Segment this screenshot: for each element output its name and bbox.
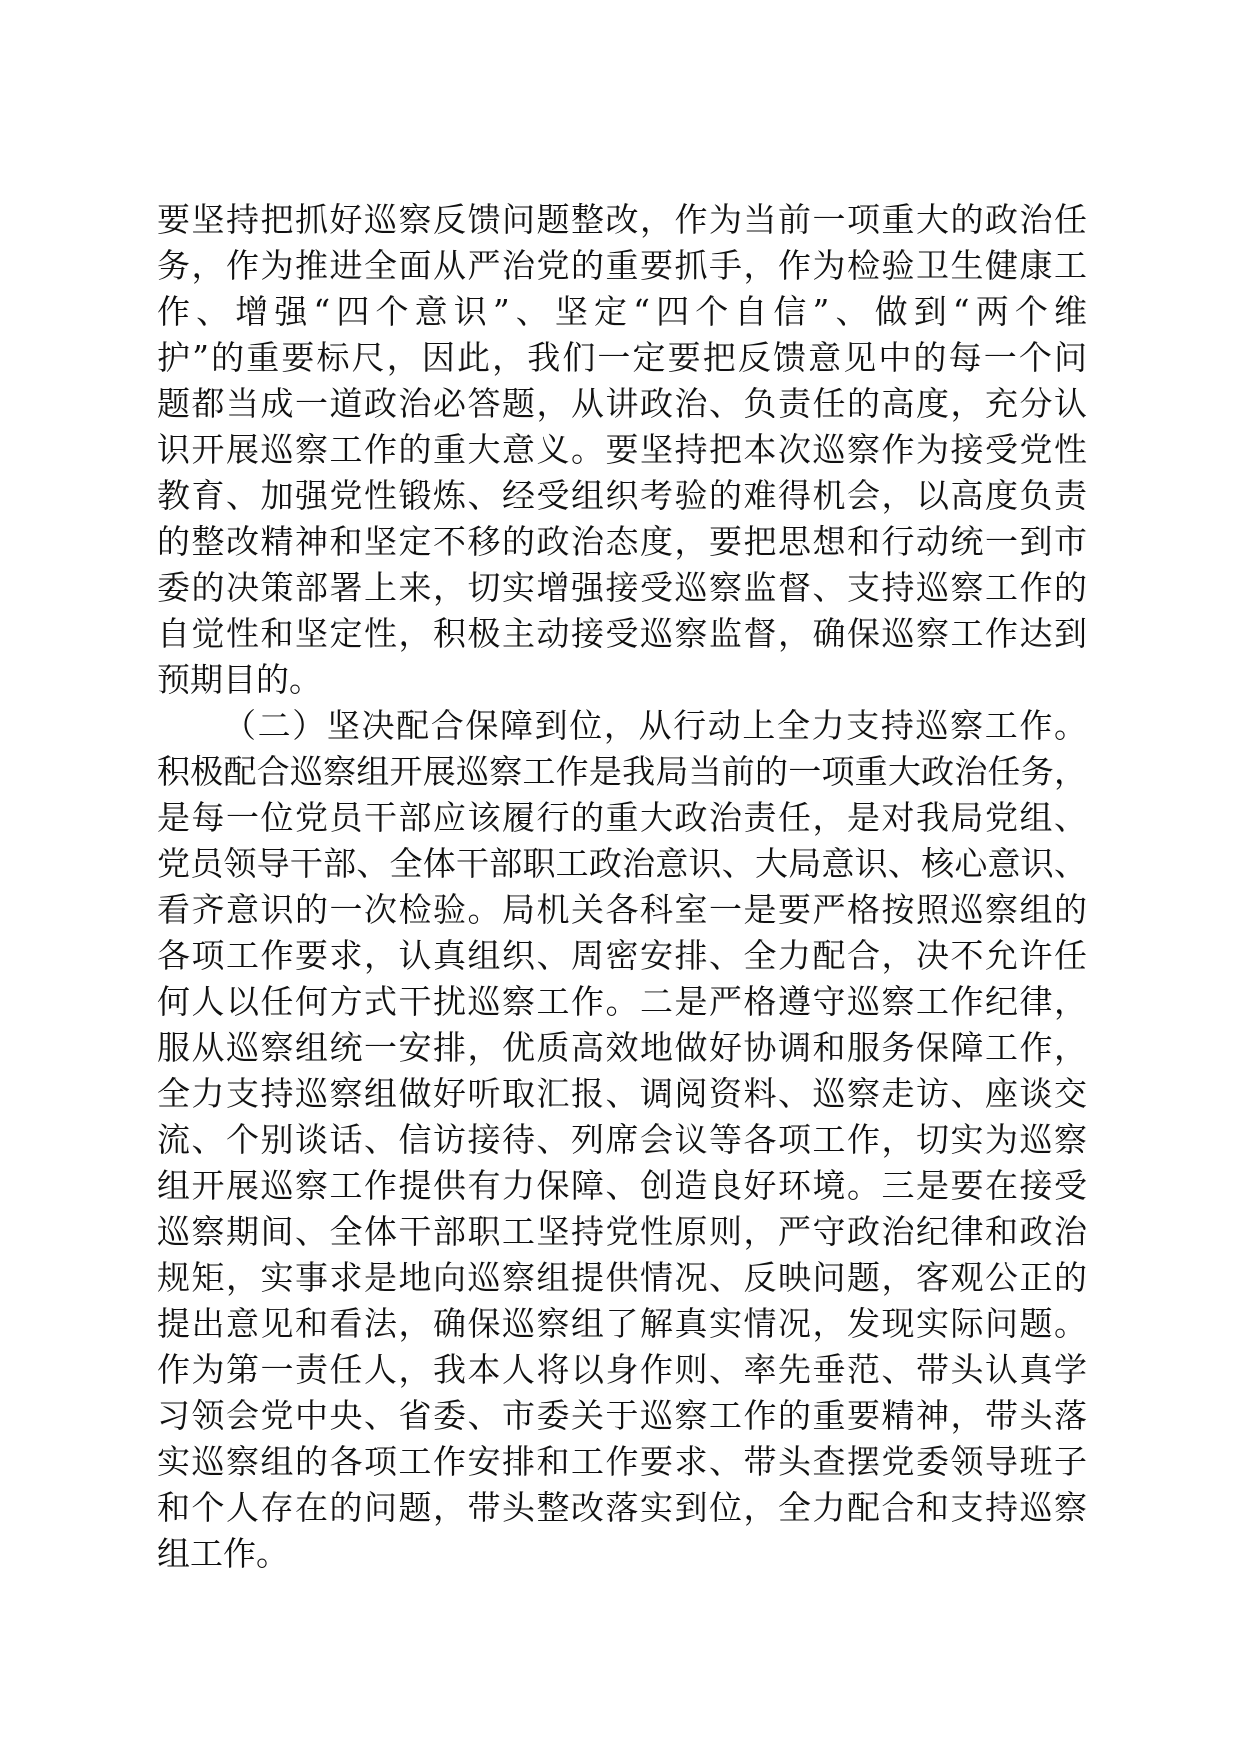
text-line: 习领会党中央、省委、市委关于巡察工作的重要精神，带头落 <box>157 1396 1087 1435</box>
text-line: 教育、加强党性锻炼、经受组织考验的难得机会，以高度负责 <box>157 476 1087 515</box>
text-line: 组工作。 <box>157 1534 289 1573</box>
text-line: 务，作为推进全面从严治党的重要抓手，作为检验卫生健康工 <box>157 246 1087 285</box>
text-line: 是每一位党员干部应该履行的重大政治责任，是对我局党组、 <box>157 798 1087 837</box>
text-line: 作为第一责任人，我本人将以身作则、率先垂范、带头认真学 <box>157 1350 1087 1389</box>
text-line: 组开展巡察工作提供有力保障、创造良好环境。三是要在接受 <box>157 1166 1087 1205</box>
text-line: 积极配合巡察组开展巡察工作是我局当前的一项重大政治任务， <box>157 752 1087 791</box>
text-line: 规矩，实事求是地向巡察组提供情况、反映问题，客观公正的 <box>157 1258 1087 1297</box>
text-line: 要坚持把抓好巡察反馈问题整改，作为当前一项重大的政治任 <box>157 200 1087 239</box>
text-line: 预期目的。 <box>157 660 322 699</box>
text-line: 的整改精神和坚定不移的政治态度，要把思想和行动统一到市 <box>157 522 1087 561</box>
text-line: 服从巡察组统一安排，优质高效地做好协调和服务保障工作， <box>157 1028 1087 1067</box>
text-line: 委的决策部署上来，切实增强接受巡察监督、支持巡察工作的 <box>157 568 1087 607</box>
text-line: 作、增强“四个意识”、坚定“四个自信”、做到“两个维 <box>157 292 1087 331</box>
body-text <box>157 197 1087 1577</box>
text-line: 和个人存在的问题，带头整改落实到位，全力配合和支持巡察 <box>157 1488 1087 1527</box>
section-heading: （二）坚决配合保障到位，从行动上全力支持巡察工作。 <box>223 706 1087 745</box>
text-line: 实巡察组的各项工作安排和工作要求、带头查摆党委领导班子 <box>157 1442 1087 1481</box>
text-line: 巡察期间、全体干部职工坚持党性原则，严守政治纪律和政治 <box>157 1212 1087 1251</box>
text-line: 看齐意识的一次检验。局机关各科室一是要严格按照巡察组的 <box>157 890 1087 929</box>
text-line: 护”的重要标尺，因此，我们一定要把反馈意见中的每一个问 <box>157 338 1087 377</box>
text-line: 提出意见和看法，确保巡察组了解真实情况，发现实际问题。 <box>157 1304 1087 1343</box>
text-line: 党员领导干部、全体干部职工政治意识、大局意识、核心意识、 <box>157 844 1087 883</box>
text-line: 流、个别谈话、信访接待、列席会议等各项工作，切实为巡察 <box>157 1120 1087 1159</box>
text-line: 全力支持巡察组做好听取汇报、调阅资料、巡察走访、座谈交 <box>157 1074 1087 1113</box>
text-line: 题都当成一道政治必答题，从讲政治、负责任的高度，充分认 <box>157 384 1087 423</box>
text-line: 何人以任何方式干扰巡察工作。二是严格遵守巡察工作纪律， <box>157 982 1087 1021</box>
text-line: 各项工作要求，认真组织、周密安排、全力配合，决不允许任 <box>157 936 1087 975</box>
text-line: 识开展巡察工作的重大意义。要坚持把本次巡察作为接受党性 <box>157 430 1087 469</box>
text-line: 自觉性和坚定性，积极主动接受巡察监督，确保巡察工作达到 <box>157 614 1087 653</box>
